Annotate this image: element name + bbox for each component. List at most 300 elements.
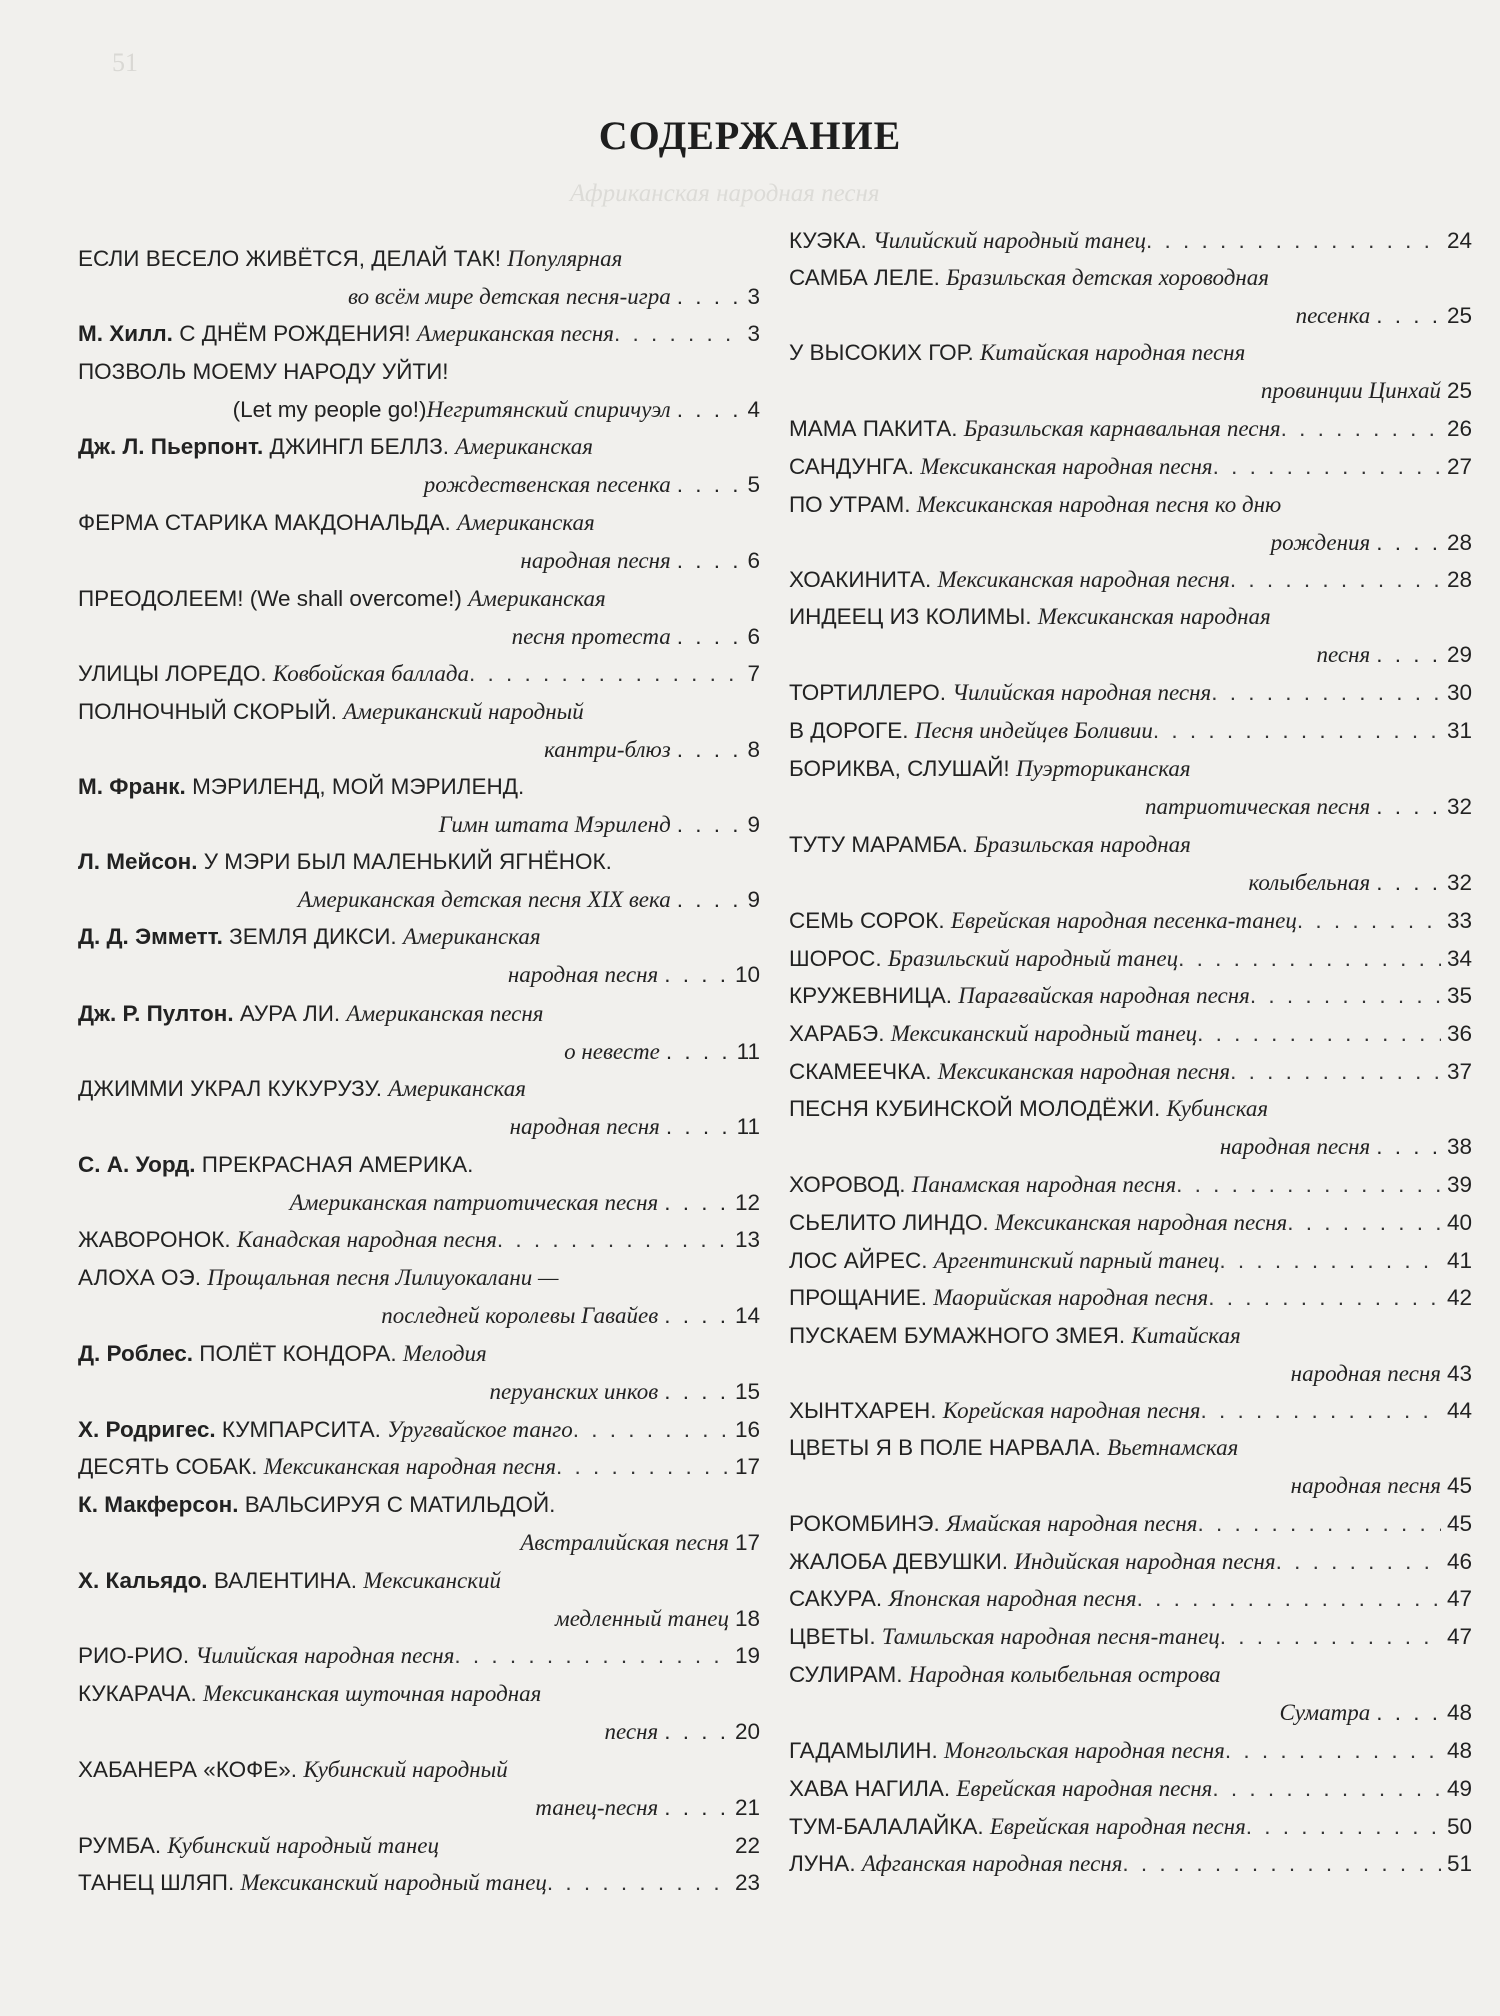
entry-page-number: 46: [1446, 1549, 1472, 1574]
toc-entry[interactable]: [789, 1732, 1472, 1770]
entry-title: ДЖИММИ УКРАЛ КУКУРУЗУ.: [78, 1076, 389, 1101]
entry-description: Пуэрториканская: [1015, 756, 1191, 781]
entry-page-number: 47: [1446, 1586, 1472, 1611]
dot-leader: [1137, 1580, 1441, 1618]
dot-leader: [1176, 1166, 1441, 1204]
toc-entry[interactable]: [789, 1090, 1472, 1166]
dot-leader: [1211, 674, 1441, 712]
entry-description: колыбельная: [1248, 869, 1371, 895]
entry-page-number: 17: [734, 1529, 760, 1555]
entry-description: песня: [1316, 641, 1371, 667]
entry-title: ХОАКИНИТА.: [789, 567, 938, 592]
entry-title: САМБА ЛЕЛЕ.: [789, 265, 947, 290]
entry-title: ВАЛЬСИРУЯ С МАТИЛЬДОЙ.: [244, 1492, 556, 1517]
toc-entry[interactable]: [789, 1770, 1472, 1808]
dot-leader: . . . .: [1376, 793, 1441, 819]
toc-entry[interactable]: [78, 1562, 760, 1638]
entry-page-number: 21: [734, 1794, 760, 1820]
entry-title: ФЕРМА СТАРИКА МАКДОНАЛЬДА.: [78, 510, 458, 535]
toc-entry[interactable]: [789, 486, 1472, 562]
entry-title: ПРЕКРАСНАЯ АМЕРИКА.: [201, 1152, 474, 1177]
dot-leader: [1225, 1732, 1441, 1770]
toc-entry[interactable]: [78, 655, 760, 693]
entry-page-number: 29: [1446, 641, 1472, 667]
dot-leader: . . . .: [676, 471, 742, 497]
dot-leader: [614, 315, 741, 353]
toc-entry[interactable]: [78, 918, 760, 994]
entry-title: БОРИКВА, СЛУШАЙ!: [789, 756, 1016, 781]
entry-title: ДЖИНГЛ БЕЛЛЗ.: [269, 434, 456, 459]
toc-entry[interactable]: [789, 940, 1472, 978]
entry-title: ПРОЩАНИЕ.: [789, 1285, 934, 1310]
dot-leader: [573, 1411, 729, 1449]
entry-author: Л. Мейсон.: [78, 849, 204, 874]
dot-leader: [1146, 222, 1441, 260]
entry-page-number: 19: [734, 1643, 760, 1668]
dot-leader: . . . .: [1376, 529, 1441, 555]
dot-leader: [1246, 1808, 1441, 1846]
toc-entry[interactable]: [789, 1279, 1472, 1317]
entry-description: Австралийская песня: [520, 1529, 729, 1555]
entry-description: Еврейская народная песенка-танец: [950, 908, 1297, 933]
toc-entry[interactable]: [789, 448, 1472, 486]
toc-entry[interactable]: [78, 1486, 760, 1562]
entry-author: Х. Родригес.: [78, 1417, 222, 1442]
entry-page-number: 3: [747, 321, 760, 346]
entry-description: патриотическая песня: [1145, 793, 1371, 819]
entry-title: РУМБА.: [78, 1833, 168, 1858]
entry-description: Японская народная песня: [888, 1586, 1137, 1611]
entry-description: Афганская народная песня: [861, 1851, 1123, 1876]
entry-page-number: 24: [1446, 228, 1472, 253]
toc-entry[interactable]: [789, 1317, 1472, 1393]
entry-author: Х. Кальядо.: [78, 1568, 214, 1593]
dot-leader: [1197, 1505, 1441, 1543]
entry-page-number: 9: [747, 811, 760, 837]
toc-entry[interactable]: [789, 1656, 1472, 1732]
entry-page-number: 11: [736, 1038, 760, 1064]
entry-description: рождения: [1270, 529, 1371, 555]
entry-description: рождественская песенка: [423, 471, 671, 497]
dot-leader: . . . .: [676, 811, 742, 837]
toc-entry[interactable]: [789, 1166, 1472, 1204]
entry-title: ПРЕОДОЛЕЕМ! (We shall overcome!): [78, 586, 469, 611]
dot-leader: [547, 1864, 729, 1902]
entry-page-number: 45: [1446, 1511, 1472, 1536]
dot-leader: [1287, 1204, 1441, 1242]
entry-page-number: 50: [1446, 1814, 1472, 1839]
entry-page-number: 11: [736, 1113, 760, 1139]
dot-leader: [556, 1448, 729, 1486]
toc-entry[interactable]: [789, 1618, 1472, 1656]
entry-page-number: 20: [734, 1718, 760, 1744]
entry-page-number: 49: [1446, 1776, 1472, 1801]
entry-page-number: 32: [1446, 869, 1472, 895]
entry-page-number: 47: [1446, 1624, 1472, 1649]
entry-description: Маорийская народная песня: [933, 1285, 1209, 1310]
entry-description: Мексиканская народная песня: [994, 1210, 1288, 1235]
entry-description: о невесте: [564, 1038, 660, 1064]
toc-entry[interactable]: [78, 1751, 760, 1827]
entry-author: Д. Роблес.: [78, 1341, 200, 1366]
entry-description: Мелодия: [402, 1341, 487, 1366]
dot-leader: . . . .: [1376, 1133, 1441, 1159]
entry-description: перуанских инков: [489, 1378, 659, 1404]
entry-page-number: 28: [1446, 529, 1472, 555]
toc-entry[interactable]: [789, 334, 1472, 410]
entry-description: Ковбойская баллада: [272, 661, 470, 686]
entry-description: Кубинский народный танец: [167, 1833, 440, 1858]
entry-page-number: 34: [1446, 946, 1472, 971]
entry-description: Американская песня: [416, 321, 614, 346]
entry-page-number: 36: [1446, 1021, 1472, 1046]
entry-page-number: 23: [734, 1870, 760, 1895]
entry-page-number: 51: [1446, 1851, 1472, 1876]
entry-description: Чилийский народный танец: [872, 228, 1147, 253]
entry-description: Еврейская народная песня: [989, 1814, 1246, 1839]
dot-leader: . . . .: [676, 736, 742, 762]
entry-page-number: 9: [747, 886, 760, 912]
entry-description: Мексиканский: [363, 1568, 501, 1593]
dot-leader: . . . .: [676, 283, 742, 309]
entry-author: Дж. Р. Пултон.: [78, 1001, 240, 1026]
entry-page-number: 7: [747, 661, 760, 686]
entry-description: Китайская: [1131, 1323, 1241, 1348]
dot-leader: [1212, 1770, 1441, 1808]
toc-entry[interactable]: [789, 826, 1472, 902]
entry-title: ЦВЕТЫ Я В ПОЛЕ НАРВАЛА.: [789, 1435, 1108, 1460]
entry-page-number: 48: [1446, 1699, 1472, 1725]
entry-title: ПО УТРАМ.: [789, 492, 917, 517]
entry-title: РИО-РИО.: [78, 1643, 196, 1668]
dot-leader: . . . .: [664, 1189, 729, 1215]
entry-title: КРУЖЕВНИЦА.: [789, 983, 959, 1008]
entry-page-number: 30: [1446, 680, 1472, 705]
entry-title: МЭРИЛЕНД, МОЙ МЭРИЛЕНД.: [192, 774, 525, 799]
toc-entry[interactable]: [789, 1543, 1472, 1581]
entry-author: М. Франк.: [78, 774, 193, 799]
toc-entry[interactable]: [78, 504, 760, 580]
entry-page-number: 14: [734, 1302, 760, 1328]
entry-description: Бразильская карнавальная песня: [963, 416, 1281, 441]
entry-description: Мексиканская шуточная народная: [203, 1681, 542, 1706]
toc-entry[interactable]: [789, 977, 1472, 1015]
entry-title: У ВЫСОКИХ ГОР.: [789, 340, 980, 365]
entry-title: ЗЕМЛЯ ДИКСИ.: [229, 924, 403, 949]
entry-page-number: 44: [1446, 1398, 1472, 1423]
dot-leader: . . . .: [1376, 869, 1441, 895]
entry-title: ЛОС АЙРЕС.: [789, 1248, 934, 1273]
entry-description: Канадская народная песня: [236, 1227, 497, 1252]
dot-leader: . . . .: [664, 961, 729, 987]
entry-title: С ДНЁМ РОЖДЕНИЯ!: [179, 321, 417, 346]
toc-entry[interactable]: [789, 1505, 1472, 1543]
toc-entry[interactable]: [78, 315, 760, 353]
entry-description: кантри-блюз: [544, 736, 671, 762]
entry-title: ЖАЛОБА ДЕВУШКИ.: [789, 1549, 1015, 1574]
dot-leader: . . . .: [664, 1302, 729, 1328]
toc-entry[interactable]: [78, 1448, 760, 1486]
entry-title: УЛИЦЫ ЛОРЕДО.: [78, 661, 273, 686]
dot-leader: . . . .: [664, 1378, 729, 1404]
entry-description: народная песня: [1290, 1360, 1441, 1386]
entry-title: РОКОМБИНЭ.: [789, 1511, 946, 1536]
dot-leader: . . . .: [665, 1113, 731, 1139]
entry-page-number: 26: [1446, 416, 1472, 441]
dot-leader: [469, 655, 741, 693]
dot-leader: . . . .: [1376, 641, 1441, 667]
toc-entry[interactable]: [789, 1242, 1472, 1280]
entry-title: АУРА ЛИ.: [239, 1001, 347, 1026]
entry-title: У МЭРИ БЫЛ МАЛЕНЬКИЙ ЯГНЁНОК.: [203, 849, 612, 874]
toc-entry[interactable]: [789, 1392, 1472, 1430]
entry-description: Песня индейцев Боливии: [914, 718, 1153, 743]
toc-entry[interactable]: [789, 902, 1472, 940]
dot-leader: [1281, 410, 1441, 448]
entry-description: Мексиканский народный танец: [890, 1021, 1198, 1046]
dot-leader: [1220, 1618, 1441, 1656]
toc-entry[interactable]: [789, 1015, 1472, 1053]
entry-description: Американская детская песня XIX века: [297, 886, 671, 912]
entry-title: ХОРОВОД.: [789, 1172, 912, 1197]
toc-entry[interactable]: [789, 1808, 1472, 1846]
entry-title: ЕСЛИ ВЕСЕЛО ЖИВЁТСЯ, ДЕЛАЙ ТАК!: [78, 246, 508, 271]
entry-description: Американская: [468, 586, 606, 611]
entry-page-number: 31: [1446, 718, 1472, 743]
entry-page-number: 25: [1446, 302, 1472, 328]
toc-entry[interactable]: [78, 693, 760, 769]
dot-leader: [454, 1637, 729, 1675]
entry-description: Корейская народная песня: [942, 1398, 1201, 1423]
entry-title: ШОРОС.: [789, 946, 888, 971]
entry-title: ХЫНТХАРЕН.: [789, 1398, 943, 1423]
toc-entry[interactable]: [78, 580, 760, 656]
entry-author: Дж. Л. Пьерпонт.: [78, 434, 270, 459]
entry-description: песенка: [1295, 302, 1371, 328]
toc-entry[interactable]: [789, 674, 1472, 712]
entry-description: Бразильская народная: [974, 832, 1191, 857]
toc-entry[interactable]: [789, 410, 1472, 448]
entry-description: народная песня: [1290, 1472, 1441, 1498]
toc-entry[interactable]: [78, 240, 760, 316]
entry-description: Американский народный: [343, 699, 584, 724]
entry-title: В ДОРОГЕ.: [789, 718, 915, 743]
toc-entry[interactable]: [78, 1827, 760, 1865]
entry-description: Суматра: [1279, 1699, 1371, 1725]
dot-leader: . . . .: [676, 886, 742, 912]
toc-entry[interactable]: [78, 768, 760, 844]
toc-entry[interactable]: [78, 995, 760, 1071]
entry-description: Американская: [402, 924, 541, 949]
toc-entry[interactable]: [789, 1204, 1472, 1242]
entry-page-number: 41: [1446, 1248, 1472, 1273]
dot-leader: . . . .: [676, 547, 742, 573]
entry-description: народная песня: [509, 1113, 660, 1139]
entry-page-number: 3: [747, 283, 760, 309]
entry-title: ПЕСНЯ КУБИНСКОЙ МОЛОДЁЖИ.: [789, 1096, 1167, 1121]
entry-page-number: 45: [1446, 1472, 1472, 1498]
dot-leader: . . . .: [665, 1038, 731, 1064]
entry-title: КУЭКА.: [789, 228, 873, 253]
entry-title: ХАБАНЕРА «КОФЕ».: [78, 1757, 304, 1782]
entry-author: С. А. Уорд.: [78, 1152, 202, 1177]
toc-entry[interactable]: [78, 1070, 760, 1146]
entry-page-number: 6: [747, 547, 760, 573]
entry-description: Мексиканская народная песня: [920, 454, 1213, 479]
entry-description: Американская: [388, 1076, 526, 1101]
toc-entry[interactable]: [789, 259, 1472, 335]
dot-leader: [1250, 977, 1441, 1015]
entry-description: Мексиканская народная песня: [937, 567, 1230, 592]
entry-title: КУМПАРСИТА.: [221, 1417, 388, 1442]
entry-page-number: 22: [734, 1833, 760, 1858]
entry-description: песня протеста: [511, 623, 671, 649]
entry-title: ДЕСЯТЬ СОБАК.: [78, 1454, 264, 1479]
entry-description: Мексиканская народная песня: [937, 1059, 1231, 1084]
entry-description: Парагвайская народная песня: [958, 983, 1250, 1008]
entry-description: Американская: [455, 434, 593, 459]
entry-title: ХАРАБЭ.: [789, 1021, 891, 1046]
toc-entry[interactable]: [78, 1146, 760, 1222]
entry-page-number: 16: [734, 1417, 760, 1442]
entry-description: Панамская народная песня: [911, 1172, 1177, 1197]
entry-page-number: 32: [1446, 793, 1472, 819]
entry-description: народная песня: [520, 547, 671, 573]
dot-leader: [1197, 1015, 1441, 1053]
entry-description: Еврейская народная песня: [956, 1776, 1213, 1801]
toc-entry[interactable]: [78, 1221, 760, 1259]
dot-leader: . . . .: [664, 1794, 729, 1820]
entry-page-number: 10: [734, 961, 760, 987]
dot-leader: [1213, 448, 1441, 486]
toc-entry[interactable]: [789, 1845, 1472, 1883]
entry-title: (Let my people go!): [232, 396, 427, 422]
entry-author: М. Хилл.: [78, 321, 180, 346]
entry-title: ЦВЕТЫ.: [789, 1624, 882, 1649]
entry-title: ВАЛЕНТИНА.: [213, 1568, 364, 1593]
entry-description: Негритянский спиричуэл: [426, 396, 671, 422]
entry-description: танец-песня: [535, 1794, 659, 1820]
entry-title: ЛУНА.: [789, 1851, 862, 1876]
entry-description: песня: [604, 1718, 659, 1744]
page-number: 51: [112, 48, 138, 77]
dot-leader: [1208, 1279, 1441, 1317]
entry-title: САКУРА.: [789, 1586, 889, 1611]
dot-leader: [1200, 1392, 1441, 1430]
entry-title: ХАВА НАГИЛА.: [789, 1776, 957, 1801]
entry-page-number: 38: [1446, 1133, 1472, 1159]
entry-title: АЛОХА ОЭ.: [78, 1265, 208, 1290]
entry-page-number: 4: [747, 396, 760, 422]
entry-title: ГАДАМЫЛИН.: [789, 1738, 945, 1763]
toc-entry[interactable]: [78, 1335, 760, 1411]
entry-title: СЕМЬ СОРОК.: [789, 908, 951, 933]
toc-entry[interactable]: [789, 750, 1472, 826]
toc-entry[interactable]: [78, 428, 760, 504]
entry-page-number: 48: [1446, 1738, 1472, 1763]
entry-description: Китайская народная песня: [979, 340, 1246, 365]
toc-entry[interactable]: [78, 1864, 760, 1902]
entry-description: Тамильская народная песня-танец: [881, 1624, 1220, 1649]
entry-page-number: 28: [1446, 567, 1472, 592]
entry-description: Американская: [457, 510, 595, 535]
entry-description: Народная колыбельная острова: [908, 1662, 1221, 1687]
dot-leader: . . . .: [676, 396, 742, 422]
toc-entry[interactable]: [789, 1053, 1472, 1091]
entry-description: Индийская народная песня: [1014, 1549, 1276, 1574]
entry-author: К. Макферсон.: [78, 1492, 245, 1517]
toc-entry[interactable]: [789, 1429, 1472, 1505]
toc-entry[interactable]: [789, 712, 1472, 750]
entry-description: народная песня: [1219, 1133, 1371, 1159]
entry-page-number: 35: [1446, 983, 1472, 1008]
entry-description: Гимн штата Мэриленд: [438, 811, 671, 837]
toc-entry[interactable]: [789, 598, 1472, 674]
dot-leader: [497, 1221, 729, 1259]
entry-title: ИНДЕЕЦ ИЗ КОЛИМЫ.: [789, 604, 1038, 629]
toc-entry[interactable]: [78, 353, 760, 429]
toc-entry[interactable]: [78, 1259, 760, 1335]
dot-leader: [1230, 561, 1441, 599]
entry-page-number: 12: [734, 1189, 760, 1215]
entry-title: СЬЕЛИТО ЛИНДО.: [789, 1210, 995, 1235]
entry-title: ТУМ-БАЛАЛАЙКА.: [789, 1814, 990, 1839]
entry-page-number: 40: [1446, 1210, 1472, 1235]
toc-entry[interactable]: [789, 1580, 1472, 1618]
toc-entry[interactable]: [78, 1411, 760, 1449]
toc-entry[interactable]: [78, 1675, 760, 1751]
entry-description: Мексиканская народная песня: [263, 1454, 557, 1479]
entry-title: ЖАВОРОНОК.: [78, 1227, 237, 1252]
entry-description: Чилийская народная песня: [952, 680, 1212, 705]
entry-description: Мексиканская народная песня ко дню: [916, 492, 1282, 517]
dot-leader: [1153, 712, 1441, 750]
entry-description: Вьетнамская: [1107, 1435, 1239, 1460]
entry-description: Аргентинский парный танец: [933, 1248, 1220, 1273]
entry-page-number: 17: [734, 1454, 760, 1479]
dot-leader: [1178, 940, 1441, 978]
entry-title: ТАНЕЦ ШЛЯП.: [78, 1870, 241, 1895]
toc-entry[interactable]: [789, 222, 1472, 260]
entry-title: ТОРТИЛЛЕРО.: [789, 680, 953, 705]
entry-title: ТУТУ МАРАМБА.: [789, 832, 975, 857]
entry-title: САНДУНГА.: [789, 454, 921, 479]
entry-page-number: 6: [747, 623, 760, 649]
entry-title: ПОЛНОЧНЫЙ СКОРЫЙ.: [78, 699, 344, 724]
toc-entry[interactable]: [78, 843, 760, 919]
entry-author: Д. Д. Эмметт.: [78, 924, 230, 949]
toc-entry[interactable]: [78, 1637, 760, 1675]
entry-page-number: 39: [1446, 1172, 1472, 1197]
entry-description: Монгольская народная песня: [944, 1738, 1225, 1763]
entry-title: КУКАРАЧА.: [78, 1681, 204, 1706]
entry-title: МАМА ПАКИТА.: [789, 416, 964, 441]
ghost-header: Африканская народная песня: [570, 180, 880, 207]
toc-entry[interactable]: [789, 561, 1472, 599]
entry-title: СКАМЕЕЧКА.: [789, 1059, 938, 1084]
entry-page-number: 5: [747, 471, 760, 497]
entry-description: Прощальная песня Лилиуокалани —: [207, 1265, 559, 1290]
entry-description: Американская песня: [346, 1001, 544, 1026]
entry-description: медленный танец: [555, 1605, 729, 1631]
dot-leader: . . . .: [676, 623, 742, 649]
dot-leader: [1297, 902, 1441, 940]
entry-description: Кубинская: [1166, 1096, 1269, 1121]
entry-description: Ямайская народная песня: [945, 1511, 1198, 1536]
dot-leader: [1122, 1845, 1441, 1883]
entry-title: ПУСКАЕМ БУМАЖНОГО ЗМЕЯ.: [789, 1323, 1132, 1348]
entry-title: ПОЛЁТ КОНДОРА.: [199, 1341, 403, 1366]
